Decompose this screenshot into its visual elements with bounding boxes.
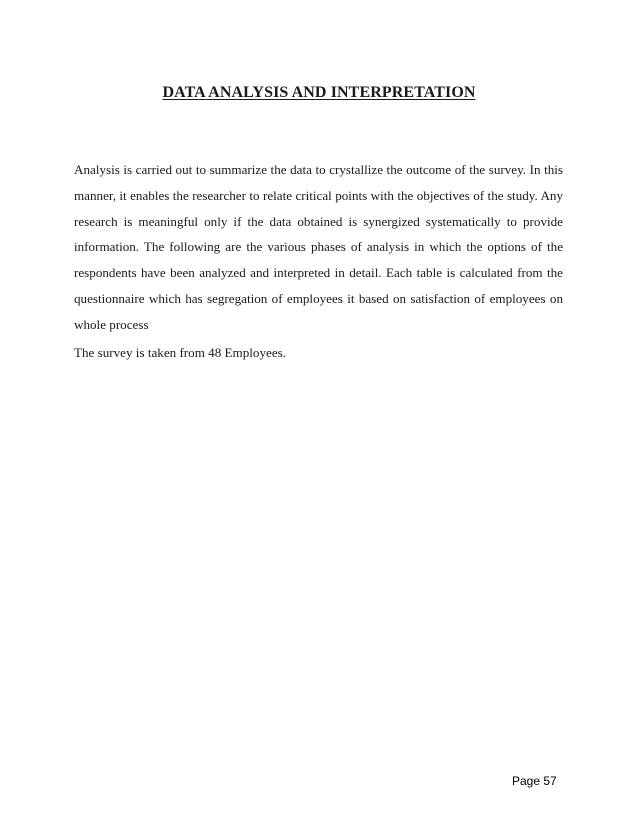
body-paragraph-survey: The survey is taken from 48 Employees. <box>74 345 286 360</box>
page-number: Page 57 <box>512 774 557 788</box>
body-paragraph-analysis: Analysis is carried out to summarize the data to crystallize the outcome of the survey. In this manner, it enables the researcher to relate critical points with the objectives of the study. Any research is meaningful only if the data obtained is synergized systematically to provide information. The following are the various phases of analysis in which the options of the respondents have been analyzed and interpreted in detail. Each table is calculated from the questionnaire which has segregation of employees it based on satisfaction of employees on whole process <box>74 162 563 332</box>
page-title: DATA ANALYSIS AND INTERPRETATION <box>162 84 476 101</box>
